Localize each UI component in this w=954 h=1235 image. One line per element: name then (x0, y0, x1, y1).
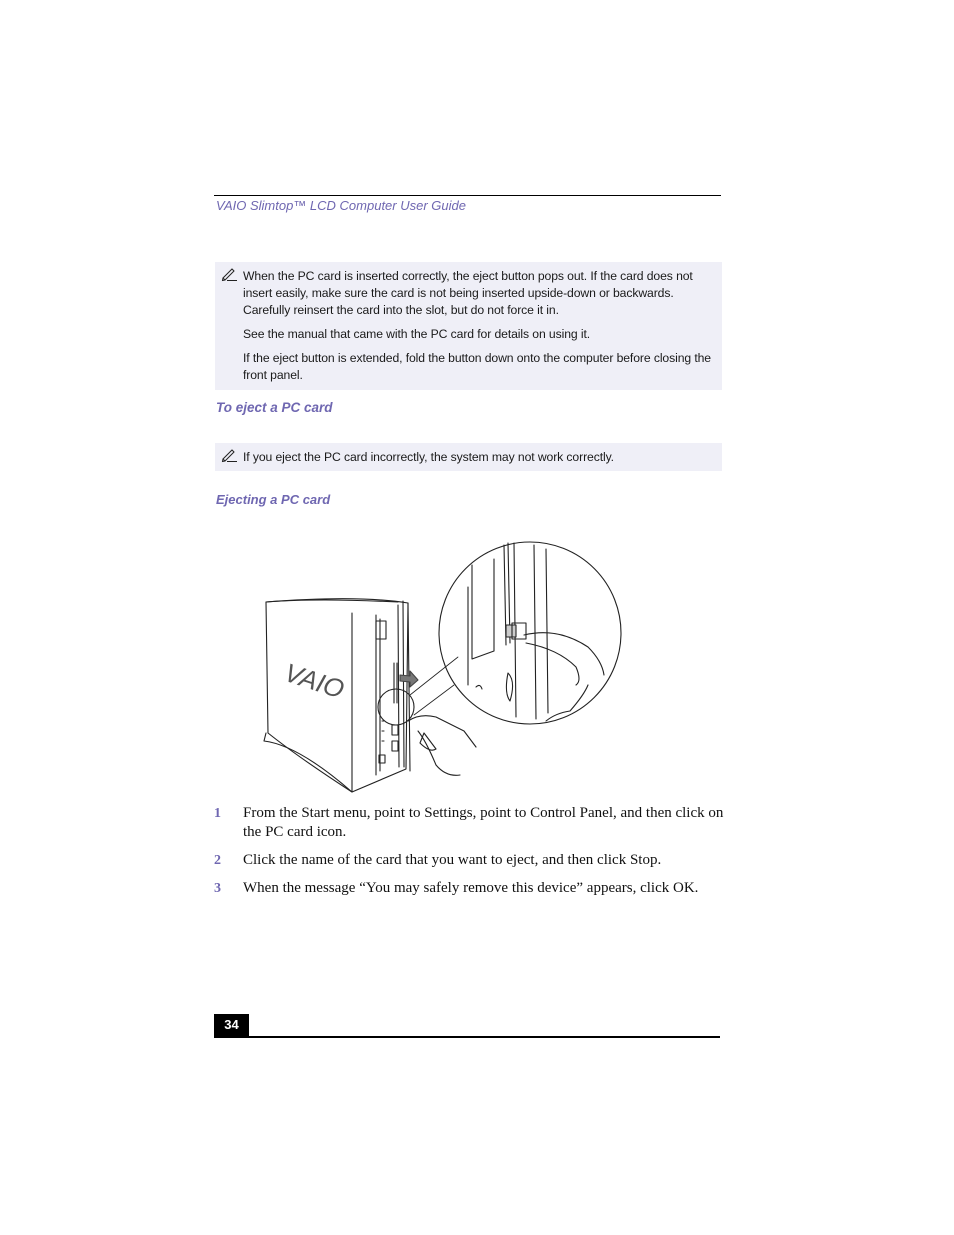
step-text: When the message “You may safely remove this device” appears, click OK. (243, 880, 699, 896)
note-paragraph: If the eject button is extended, fold the button down onto the computer before closing the front panel. (243, 351, 711, 382)
note-paragraph: When the PC card is inserted correctly, the eject button pops out. If the card does not insert easily, make sure the card is not being inserted upside-down or backwards. Carefully reinsert the card into the slot, but do not force it in. (243, 269, 693, 317)
header-rule (214, 195, 721, 196)
running-header-title: VAIO Slimtop™ LCD Computer User Guide (216, 198, 466, 213)
note-pencil-icon (221, 447, 239, 463)
step-number: 1 (214, 806, 221, 821)
page-number: 34 (214, 1014, 249, 1036)
step-number: 2 (214, 853, 221, 868)
hand-illustration (408, 716, 476, 776)
list-item (214, 879, 724, 898)
list-item (214, 851, 724, 870)
vaio-logo: VAIO (280, 657, 348, 705)
note-paragraph: If you eject the PC card incorrectly, the system may not work correctly. (243, 450, 614, 464)
step-text: Click the name of the card that you want to eject, and then click Stop. (243, 852, 662, 868)
note-box-pc-card-insertion (215, 262, 722, 390)
note-pencil-icon (221, 266, 239, 282)
steps-list (214, 804, 724, 907)
note-box-eject-warning (215, 443, 722, 471)
step-number: 3 (214, 881, 221, 896)
figure-caption: Ejecting a PC card (216, 492, 331, 507)
ejecting-pc-card-illustration (258, 535, 628, 797)
magnified-detail-circle (439, 542, 621, 724)
note-paragraph: See the manual that came with the PC card for details on using it. (243, 327, 591, 341)
list-item (214, 804, 724, 842)
section-heading-eject-pc-card: To eject a PC card (216, 400, 333, 415)
step-text: From the Start menu, point to Settings, point to Control Panel, and then click on the PC card icon. (243, 805, 724, 840)
footer-rule (214, 1036, 720, 1038)
